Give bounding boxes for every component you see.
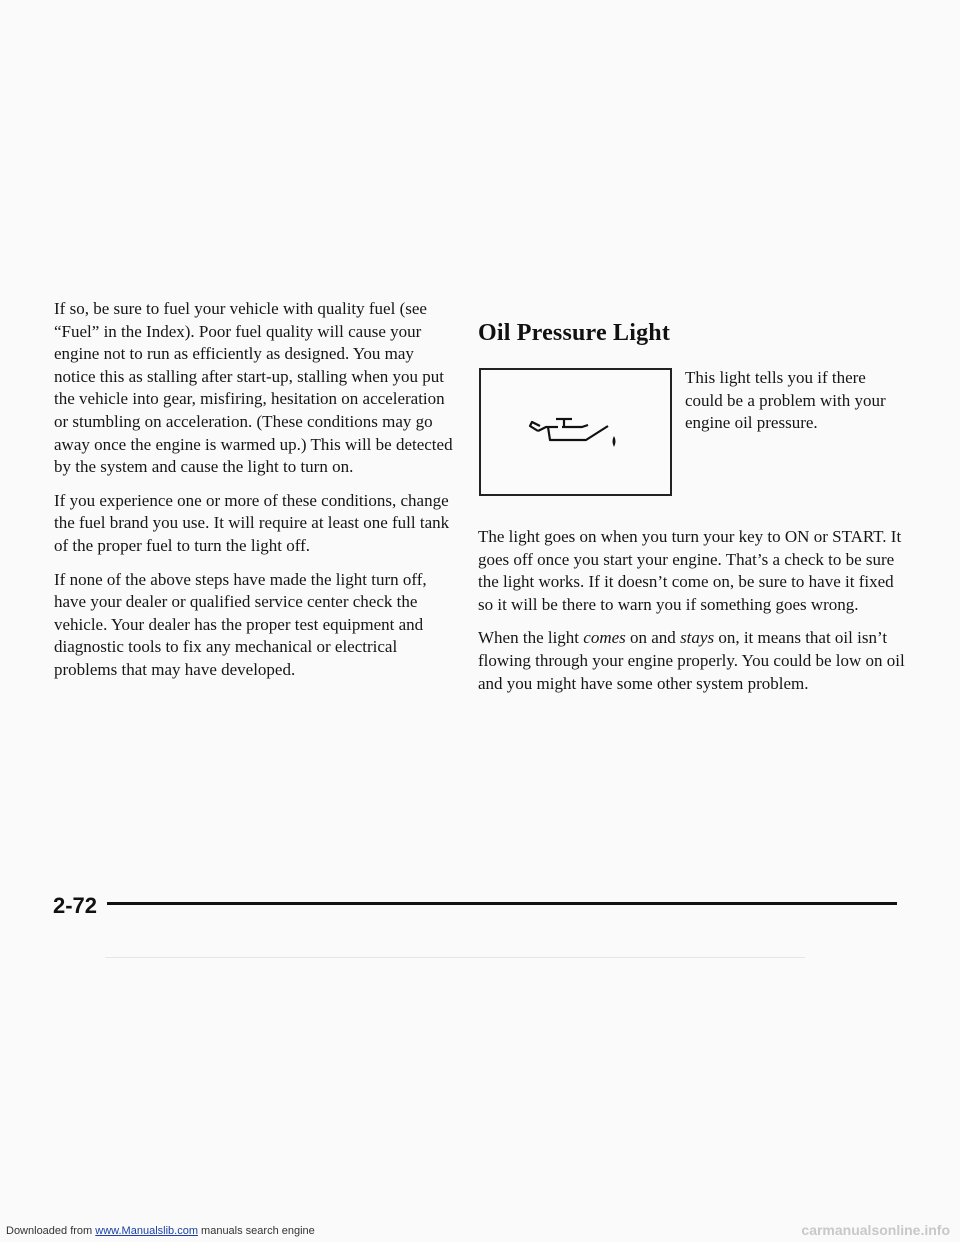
paragraph-comes-and-stays-on	[478, 627, 908, 695]
footer-prefix: Downloaded from	[6, 1225, 96, 1237]
text-segment: on, it means that oil isn’t flowing through your engine properly. You could be low on oil and you might have some other system problem.	[478, 628, 905, 693]
emphasis-comes: comes	[583, 628, 626, 648]
paragraph-dealer-check: If none of the above steps have made the light turn off, have your dealer or qualified service center check the vehicle. Your dealer has the proper test equipment and diagnostic tools to fix any mechanical or electrical problems that may have developed.	[54, 569, 427, 679]
right-column-body	[478, 526, 908, 706]
download-footer	[6, 1225, 315, 1237]
watermark: carmanualsonline.info	[801, 1222, 950, 1238]
text-segment: on and	[625, 628, 681, 648]
section-heading-oil-pressure-light: Oil Pressure Light	[478, 320, 671, 346]
emphasis-stays: stays	[680, 628, 715, 648]
paragraph-light-check: The light goes on when you turn your key to ON or START. It goes off once you start your engine. That’s a check to be sure the light works. If it doesn’t come on, be sure to have it fixed so it will be there to warn you if something goes wrong.	[478, 527, 902, 614]
page-number: 2-72	[53, 893, 98, 918]
left-column	[54, 298, 454, 693]
text-segment: When the light	[478, 628, 584, 648]
footer-suffix: manuals search engine	[197, 1225, 315, 1237]
paragraph-fuel-quality: If so, be sure to fuel your vehicle with quality fuel (see “Fuel” in the Index). Poor fuel quality will cause your engine not to run as efficiently as designed. You may notice this as stalling after start-up, stalling when you put the vehicle into gear, misfiring, hesitation on acceleration or stumbling on acceleration. (These conditions may go away once the engine is warmed up.) This will be detected by the system and cause the light to turn on.	[54, 299, 453, 477]
manualslib-link[interactable]: www.Manualslib.com	[95, 1225, 198, 1237]
oil-can-icon	[528, 410, 628, 458]
faint-divider	[105, 957, 805, 958]
paragraph-change-fuel-brand: If you experience one or more of these conditions, change the fuel brand you use. It will require at least one full tank of the proper fuel to turn the light off.	[54, 490, 450, 555]
oil-pressure-light-figure	[479, 368, 672, 496]
page-rule	[107, 902, 897, 905]
oil-light-description: This light tells you if there could be a problem with your engine oil pressure.	[685, 368, 886, 433]
